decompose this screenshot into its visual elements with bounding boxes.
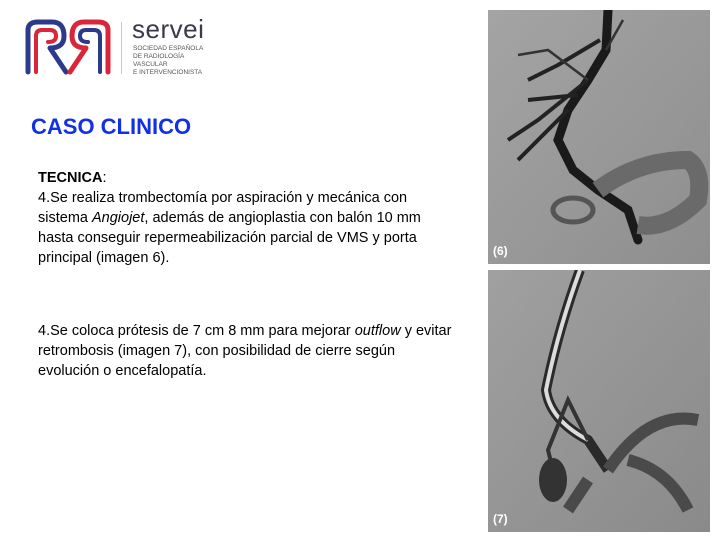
technique-label: TECNICA [38, 170, 103, 186]
logo-subtitle [133, 45, 203, 77]
logo-subtitle-line: DE RADIOLOGÍA [133, 53, 185, 60]
step1-device-name: Angiojet [92, 210, 145, 226]
stent-paragraph [38, 321, 458, 381]
technique-paragraph [38, 168, 458, 268]
technique-colon: : [102, 170, 107, 186]
image-6-label: (6) [493, 244, 508, 258]
logo-subtitle-line: SOCIEDAD ESPAÑOLA [133, 45, 204, 52]
logo-subtitle-line: VASCULAR [133, 61, 168, 68]
servei-logo [22, 14, 205, 78]
slide-title: CASO CLINICO [31, 114, 192, 139]
angiography-image-7 [488, 270, 710, 532]
logo-wordmark: servei [132, 14, 205, 44]
logo-subtitle-line: E INTERVENCIONISTA [133, 69, 203, 76]
step2-text: 4.Se coloca prótesis de 7 cm 8 mm para mejorar [38, 323, 355, 339]
image-7-label: (7) [493, 512, 508, 526]
step1-text: 4.Se realiza trombectomía por aspiración y mecánica con sistema [38, 190, 408, 226]
servei-logo-mark-icon [22, 18, 114, 76]
angiography-image-6 [488, 10, 710, 264]
step2-term: outflow [354, 323, 401, 339]
step1-text-end: , además de angioplastia con balón 10 mm hasta conseguir repermeabilización parcial de VMS y porta principal (imagen 6). [38, 210, 421, 266]
logo-divider [121, 22, 122, 74]
step2-text-end: y evitar retrombosis (imagen 7), con posibilidad de cierre según evolución o encefalopatía. [38, 323, 452, 379]
